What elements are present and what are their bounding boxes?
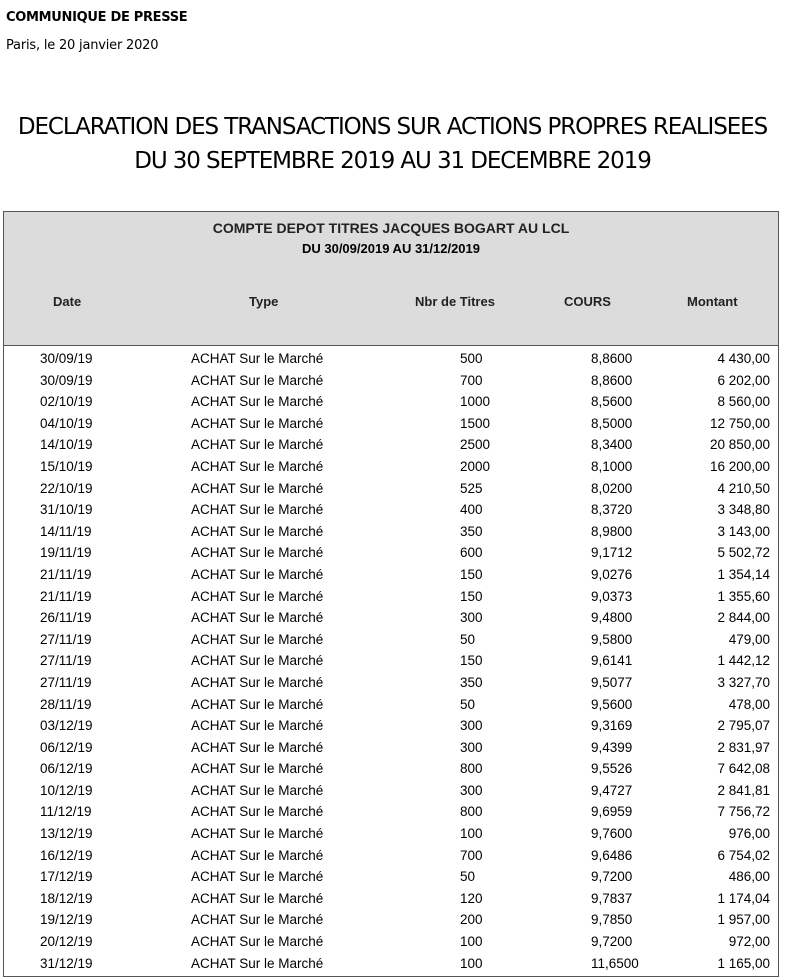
table-row: 06/12/19 ACHAT Sur le Marché 800 9,5526 7 642,08: [40, 761, 770, 777]
cell-amount: 8 560,00: [717, 394, 770, 410]
cell-date: 26/11/19: [40, 610, 92, 626]
cell-type: ACHAT Sur le Marché: [191, 372, 324, 388]
cell-date: 03/12/19: [40, 718, 93, 734]
cell-date: 19/11/19: [40, 545, 92, 561]
table-row: 15/10/19 ACHAT Sur le Marché 2000 8,1000 16 200,00: [40, 458, 770, 474]
table-row: 13/12/19 ACHAT Sur le Marché 100 9,7600 976,00: [40, 826, 770, 842]
cell-type: ACHAT Sur le Marché: [191, 545, 324, 561]
cell-date: 04/10/19: [40, 415, 93, 431]
cell-date: 27/11/19: [40, 653, 92, 669]
cell-date: 19/12/19: [40, 912, 93, 928]
column-header-price: COURS: [564, 294, 611, 309]
cell-type: ACHAT Sur le Marché: [191, 696, 324, 712]
cell-date: 20/12/19: [40, 934, 93, 950]
table-row: 17/12/19 ACHAT Sur le Marché 50 9,7200 486,00: [40, 869, 770, 885]
table-row: 30/09/19 ACHAT Sur le Marché 500 8,8600 4 430,00: [40, 351, 770, 366]
cell-type: ACHAT Sur le Marché: [191, 912, 324, 928]
column-header-amount: Montant: [687, 294, 738, 309]
account-title: COMPTE DEPOT TITRES JACQUES BOGART AU LCL: [212, 220, 570, 236]
cell-date: 31/12/19: [40, 955, 93, 971]
cell-amount: 1 355,60: [717, 588, 770, 604]
account-period: DU 30/09/2019 AU 31/12/2019: [301, 241, 481, 256]
cell-type: ACHAT Sur le Marché: [191, 502, 324, 518]
table-row: 22/10/19 ACHAT Sur le Marché 525 8,0200 4 210,50: [40, 480, 770, 496]
table-row: 04/10/19 ACHAT Sur le Marché 1500 8,5000 12 750,00: [40, 415, 770, 431]
cell-type: ACHAT Sur le Marché: [191, 739, 324, 755]
cell-amount: 478,00: [728, 696, 770, 712]
table-row: 19/11/19 ACHAT Sur le Marché 600 9,1712 5 502,72: [40, 545, 770, 561]
cell-type: ACHAT Sur le Marché: [191, 458, 324, 474]
cell-amount: 4 210,50: [717, 480, 770, 496]
cell-amount: 4 430,00: [717, 351, 770, 366]
cell-type: ACHAT Sur le Marché: [191, 480, 324, 496]
table-row: 18/12/19 ACHAT Sur le Marché 120 9,7837 1 174,04: [40, 890, 770, 906]
cell-date: 22/10/19: [40, 480, 93, 496]
cell-date: 02/10/19: [40, 394, 93, 410]
cell-amount: 486,00: [728, 869, 770, 885]
table-row: 11/12/19 ACHAT Sur le Marché 800 9,6959 7 756,72: [40, 804, 770, 820]
table-row: 21/11/19 ACHAT Sur le Marché 150 9,0276 1 354,14: [40, 566, 770, 582]
cell-type: ACHAT Sur le Marché: [191, 826, 324, 842]
cell-amount: 1 442,12: [717, 653, 770, 669]
cell-date: 30/09/19: [40, 372, 93, 388]
title-line-2: DU 30 SEPTEMBRE 2019 AU 31 DECEMBRE 2019: [134, 148, 651, 174]
table-row: 06/12/19 ACHAT Sur le Marché 300 9,4399 2 831,97: [40, 739, 770, 755]
table-row: 27/11/19 ACHAT Sur le Marché 50 9,5800 479,00: [40, 631, 770, 647]
table-row: 16/12/19 ACHAT Sur le Marché 700 9,6486 6 754,02: [40, 847, 770, 863]
cell-amount: 976,00: [728, 826, 770, 842]
cell-type: ACHAT Sur le Marché: [191, 394, 324, 410]
cell-amount: 2 831,97: [717, 739, 770, 755]
cell-type: ACHAT Sur le Marché: [191, 351, 324, 366]
cell-amount: 2 795,07: [717, 718, 770, 734]
cell-amount: 1 165,00: [717, 955, 770, 971]
column-header-qty: Nbr de Titres: [415, 294, 495, 309]
table-row: 19/12/19 ACHAT Sur le Marché 200 9,7850 1 957,00: [40, 912, 770, 928]
cell-type: ACHAT Sur le Marché: [191, 934, 324, 950]
table-row: 14/11/19 ACHAT Sur le Marché 350 8,9800 3 143,00: [40, 523, 770, 539]
cell-date: 21/11/19: [40, 588, 92, 604]
press-release-label: COMMUNIQUE DE PRESSE: [6, 10, 188, 25]
cell-type: ACHAT Sur le Marché: [191, 804, 324, 820]
cell-amount: 20 850,00: [709, 437, 770, 453]
cell-amount: 972,00: [728, 934, 770, 950]
cell-date: 27/11/19: [40, 631, 92, 647]
cell-type: ACHAT Sur le Marché: [191, 847, 324, 863]
cell-type: ACHAT Sur le Marché: [191, 782, 324, 798]
cell-amount: 6 202,00: [717, 372, 770, 388]
table-row: 31/12/19 ACHAT Sur le Marché 100 11,6500 1 165,00: [40, 955, 770, 971]
table-row: 26/11/19 ACHAT Sur le Marché 300 9,4800 2 844,00: [40, 610, 770, 626]
cell-type: ACHAT Sur le Marché: [191, 631, 324, 647]
cell-amount: 479,00: [728, 631, 770, 647]
cell-amount: 1 174,04: [717, 890, 770, 906]
cell-amount: 3 348,80: [717, 502, 770, 518]
table-row: 21/11/19 ACHAT Sur le Marché 150 9,0373 1 355,60: [40, 588, 770, 604]
cell-date: 10/12/19: [40, 782, 93, 798]
cell-amount: 7 756,72: [717, 804, 770, 820]
cell-amount: 12 750,00: [709, 415, 770, 431]
cell-amount: 2 844,00: [717, 610, 770, 626]
cell-type: ACHAT Sur le Marché: [191, 610, 324, 626]
cell-type: ACHAT Sur le Marché: [191, 523, 324, 539]
cell-date: 06/12/19: [40, 739, 93, 755]
cell-date: 30/09/19: [40, 351, 93, 366]
table-row: 20/12/19 ACHAT Sur le Marché 100 9,7200 972,00: [40, 934, 770, 950]
cell-date: 27/11/19: [40, 674, 92, 690]
cell-type: ACHAT Sur le Marché: [191, 869, 324, 885]
cell-amount: 3 143,00: [717, 523, 770, 539]
cell-date: 13/12/19: [40, 826, 93, 842]
cell-date: 14/11/19: [40, 523, 92, 539]
table-row: 03/12/19 ACHAT Sur le Marché 300 9,3169 2 795,07: [40, 718, 770, 734]
document-header: [6, 10, 187, 53]
cell-type: ACHAT Sur le Marché: [191, 890, 324, 906]
page-title: [0, 110, 785, 178]
table-row: 28/11/19 ACHAT Sur le Marché 50 9,5600 478,00: [40, 696, 770, 712]
cell-type: ACHAT Sur le Marché: [191, 415, 324, 431]
date-line: Paris, le 20 janvier 2020: [6, 38, 159, 53]
table-header: [4, 212, 778, 346]
table-row: 27/11/19 ACHAT Sur le Marché 350 9,5077 3 327,70: [40, 674, 770, 690]
cell-amount: 16 200,00: [709, 458, 770, 474]
cell-date: 17/12/19: [40, 869, 93, 885]
cell-amount: 7 642,08: [717, 761, 770, 777]
cell-date: 21/11/19: [40, 566, 92, 582]
cell-date: 06/12/19: [40, 761, 93, 777]
cell-type: ACHAT Sur le Marché: [191, 653, 324, 669]
table-row: 02/10/19 ACHAT Sur le Marché 1000 8,5600 8 560,00: [40, 394, 770, 410]
table-body: [4, 346, 778, 975]
cell-type: ACHAT Sur le Marché: [191, 718, 324, 734]
cell-date: 14/10/19: [40, 437, 93, 453]
cell-amount: 1 957,00: [717, 912, 770, 928]
cell-amount: 3 327,70: [717, 674, 770, 690]
cell-date: 15/10/19: [40, 458, 93, 474]
table-row: 31/10/19 ACHAT Sur le Marché 400 8,3720 3 348,80: [40, 502, 770, 518]
cell-amount: 6 754,02: [717, 847, 770, 863]
cell-type: ACHAT Sur le Marché: [191, 955, 324, 971]
cell-amount: 2 841,81: [717, 782, 770, 798]
cell-date: 31/10/19: [40, 502, 93, 518]
cell-amount: 5 502,72: [717, 545, 770, 561]
cell-type: ACHAT Sur le Marché: [191, 566, 324, 582]
cell-date: 11/12/19: [40, 804, 92, 820]
cell-type: ACHAT Sur le Marché: [191, 437, 324, 453]
transactions-table: [3, 211, 779, 977]
table-row: 10/12/19 ACHAT Sur le Marché 300 9,4727 2 841,81: [40, 782, 770, 798]
cell-date: 16/12/19: [40, 847, 93, 863]
table-row: 14/10/19 ACHAT Sur le Marché 2500 8,3400 20 850,00: [40, 437, 770, 453]
column-header-type: Type: [249, 294, 279, 309]
title-line-1: DECLARATION DES TRANSACTIONS SUR ACTIONS PROPRES REALISEES: [17, 114, 768, 140]
table-row: 27/11/19 ACHAT Sur le Marché 150 9,6141 1 442,12: [40, 653, 770, 669]
cell-date: 28/11/19: [40, 696, 92, 712]
cell-type: ACHAT Sur le Marché: [191, 761, 324, 777]
table-row: 30/09/19 ACHAT Sur le Marché 700 8,8600 6 202,00: [40, 372, 770, 388]
cell-date: 18/12/19: [40, 890, 93, 906]
cell-type: ACHAT Sur le Marché: [191, 588, 324, 604]
column-header-date: Date: [53, 294, 82, 309]
cell-type: ACHAT Sur le Marché: [191, 674, 324, 690]
cell-amount: 1 354,14: [717, 566, 770, 582]
